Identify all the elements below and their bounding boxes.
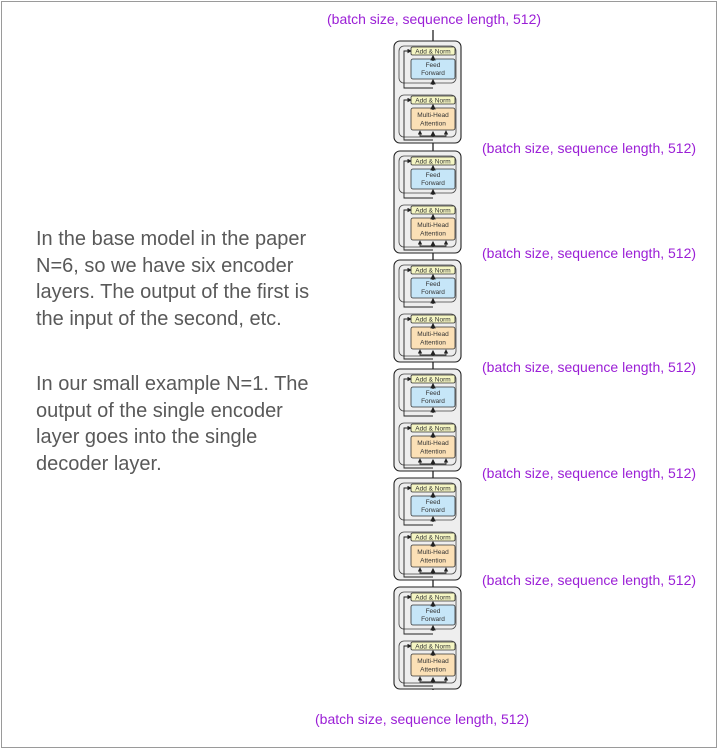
feed-forward-label-line1: Feed bbox=[425, 281, 441, 288]
attention-label-line1: Multi-Head bbox=[417, 440, 449, 447]
encoder-layer-1 bbox=[394, 587, 461, 689]
shape-label-layer-5-6: (batch size, sequence length, 512) bbox=[482, 140, 697, 156]
encoder-layer-6 bbox=[394, 41, 461, 143]
add-norm-label: Add & Norm bbox=[415, 48, 451, 56]
slide bbox=[1, 1, 717, 748]
feed-forward-label-line1: Feed bbox=[425, 499, 441, 506]
feed-forward-label-line2: Forward bbox=[421, 616, 445, 623]
add-norm-label: Add & Norm bbox=[415, 207, 451, 215]
input-shape-label: (batch size, sequence length, 512) bbox=[315, 711, 530, 727]
add-norm-label: Add & Norm bbox=[415, 534, 451, 542]
add-norm-label: Add & Norm bbox=[415, 97, 451, 105]
attention-label-line2: Attention bbox=[420, 666, 446, 674]
attention-label-line1: Multi-Head bbox=[417, 549, 449, 556]
shape-label-layer-2-3: (batch size, sequence length, 512) bbox=[482, 465, 697, 481]
feed-forward-label-line2: Forward bbox=[421, 289, 445, 296]
shape-label-layer-3-4: (batch size, sequence length, 512) bbox=[482, 359, 697, 375]
encoder-layer-5 bbox=[394, 151, 461, 253]
encoder-layer-2 bbox=[394, 478, 461, 580]
attention-label-line1: Multi-Head bbox=[417, 112, 449, 119]
add-norm-label: Add & Norm bbox=[415, 267, 451, 275]
add-norm-label: Add & Norm bbox=[415, 158, 451, 166]
feed-forward-label-line2: Forward bbox=[421, 398, 445, 405]
attention-label-line2: Attention bbox=[420, 448, 446, 456]
shape-label-layer-4-5: (batch size, sequence length, 512) bbox=[482, 245, 697, 261]
attention-label-line2: Attention bbox=[420, 557, 446, 565]
description-paragraph-2: In our small example N=1. The output of the single encoder layer goes into the single decoder layer. bbox=[36, 373, 309, 475]
output-shape-label: (batch size, sequence length, 512) bbox=[327, 11, 542, 27]
description-paragraph-1: In the base model in the paper N=6, so we have six encoder layers. The output of the first is the input of the second, etc. bbox=[36, 228, 310, 330]
attention-label-line2: Attention bbox=[420, 120, 446, 128]
feed-forward-label-line1: Feed bbox=[425, 62, 441, 69]
feed-forward-label-line1: Feed bbox=[425, 608, 441, 615]
add-norm-label: Add & Norm bbox=[415, 594, 451, 602]
feed-forward-label-line2: Forward bbox=[421, 507, 445, 514]
encoder-layer-4 bbox=[394, 260, 461, 362]
feed-forward-label-line1: Feed bbox=[425, 172, 441, 179]
add-norm-label: Add & Norm bbox=[415, 643, 451, 651]
attention-label-line1: Multi-Head bbox=[417, 222, 449, 229]
encoder-stack-diagram bbox=[2, 2, 716, 747]
encoder-layer-3 bbox=[394, 369, 461, 471]
add-norm-label: Add & Norm bbox=[415, 376, 451, 384]
feed-forward-label-line1: Feed bbox=[425, 390, 441, 397]
attention-label-line2: Attention bbox=[420, 230, 446, 238]
add-norm-label: Add & Norm bbox=[415, 316, 451, 324]
attention-label-line1: Multi-Head bbox=[417, 331, 449, 338]
attention-label-line2: Attention bbox=[420, 339, 446, 347]
add-norm-label: Add & Norm bbox=[415, 425, 451, 433]
add-norm-label: Add & Norm bbox=[415, 485, 451, 493]
shape-label-layer-1-2: (batch size, sequence length, 512) bbox=[482, 572, 697, 588]
feed-forward-label-line2: Forward bbox=[421, 180, 445, 187]
attention-label-line1: Multi-Head bbox=[417, 658, 449, 665]
feed-forward-label-line2: Forward bbox=[421, 70, 445, 77]
